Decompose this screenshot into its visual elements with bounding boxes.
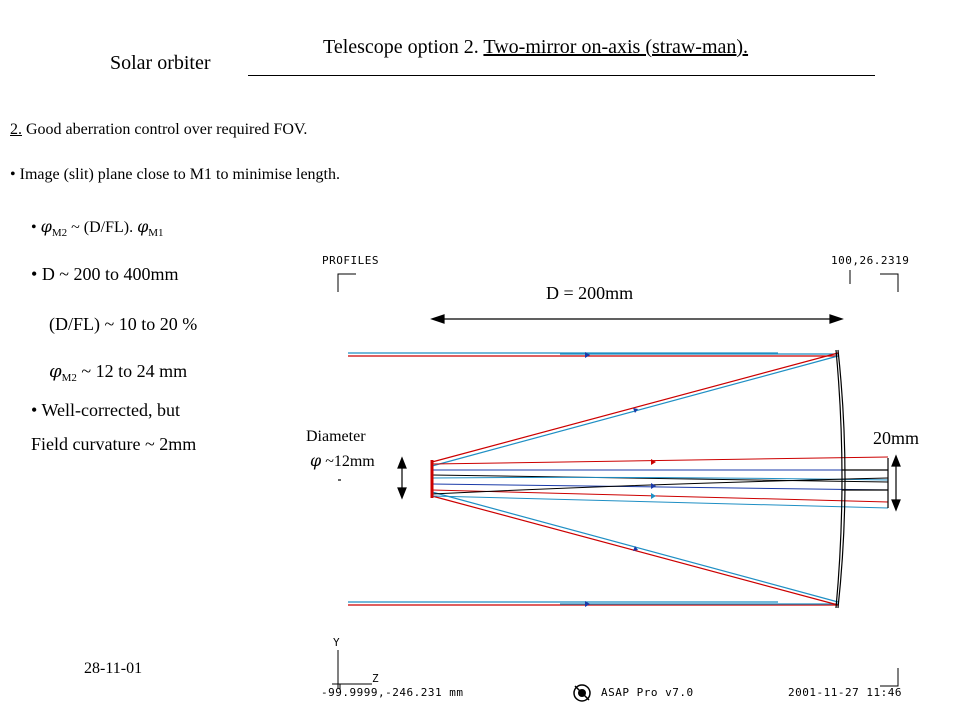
diameter-value-text: ~12mm bbox=[325, 453, 375, 470]
section-title: Solar orbiter bbox=[110, 52, 211, 74]
central-rays bbox=[432, 457, 888, 508]
field-curvature-text: Field curvature ~ 2mm bbox=[31, 434, 197, 454]
converging-rays bbox=[432, 353, 838, 605]
corner-value: 100,26.2319 bbox=[831, 254, 910, 267]
mirror-diameter-label: 20mm bbox=[873, 428, 920, 448]
bullet-icon: • bbox=[31, 264, 42, 284]
ratio-text: ~ (D/FL). bbox=[67, 219, 138, 236]
well-corrected-text: Well-corrected, but bbox=[41, 400, 180, 420]
slide-title-prefix: Telescope option 2. bbox=[323, 36, 484, 58]
axis-z-label: Z bbox=[372, 672, 380, 685]
coords-readout: -99.9999,-246.231 mm bbox=[321, 686, 464, 699]
bullet-icon: • bbox=[31, 400, 42, 420]
slide-title-main: Two-mirror on-axis (straw-man). bbox=[483, 36, 749, 58]
software-label: ASAP Pro v7.0 bbox=[601, 686, 694, 699]
phi-symbol: φ bbox=[310, 451, 322, 470]
slide-date: 28-11-01 bbox=[84, 660, 143, 677]
dfl-range-text: (D/FL) ~ 10 to 20 % bbox=[49, 314, 198, 334]
phi-symbol: φ bbox=[40, 217, 52, 236]
phi-symbol: φ bbox=[49, 361, 62, 382]
m2-range-text: ~ 12 to 24 mm bbox=[76, 361, 188, 381]
incoming-rays bbox=[348, 353, 838, 605]
d-dimension-arrow bbox=[432, 315, 842, 323]
bullet-icon: • bbox=[10, 166, 20, 183]
m2-diameter-arrow bbox=[338, 458, 406, 498]
point-text: Good aberration control over required FOV. bbox=[22, 121, 308, 138]
m2-subscript: M2 bbox=[51, 227, 68, 239]
axis-icon bbox=[332, 650, 372, 690]
axis-y-label: Y bbox=[333, 636, 341, 649]
asap-logo-icon bbox=[574, 685, 590, 701]
frame-corner-top-right bbox=[880, 274, 898, 292]
d-dimension-label: D = 200mm bbox=[546, 283, 634, 303]
m2-subscript: M2 bbox=[61, 372, 77, 384]
d-range-text: D ~ 200 to 400mm bbox=[41, 264, 179, 284]
diameter-label: Diameter bbox=[306, 428, 366, 445]
profiles-label: PROFILES bbox=[322, 254, 379, 267]
ray-markers bbox=[585, 352, 656, 607]
frame-corner-top-left bbox=[338, 274, 356, 292]
point-number: 2. bbox=[10, 121, 22, 138]
phi-symbol: φ bbox=[137, 217, 149, 236]
timestamp-label: 2001-11-27 11:46 bbox=[788, 686, 902, 699]
frame-corner-bottom-right bbox=[880, 668, 898, 686]
bullet-icon: • bbox=[31, 219, 41, 236]
bullet-image-plane-text: Image (slit) plane close to M1 to minimise length. bbox=[19, 166, 340, 183]
m1-hole-arrow bbox=[892, 456, 900, 510]
m1-subscript: M1 bbox=[148, 227, 164, 239]
